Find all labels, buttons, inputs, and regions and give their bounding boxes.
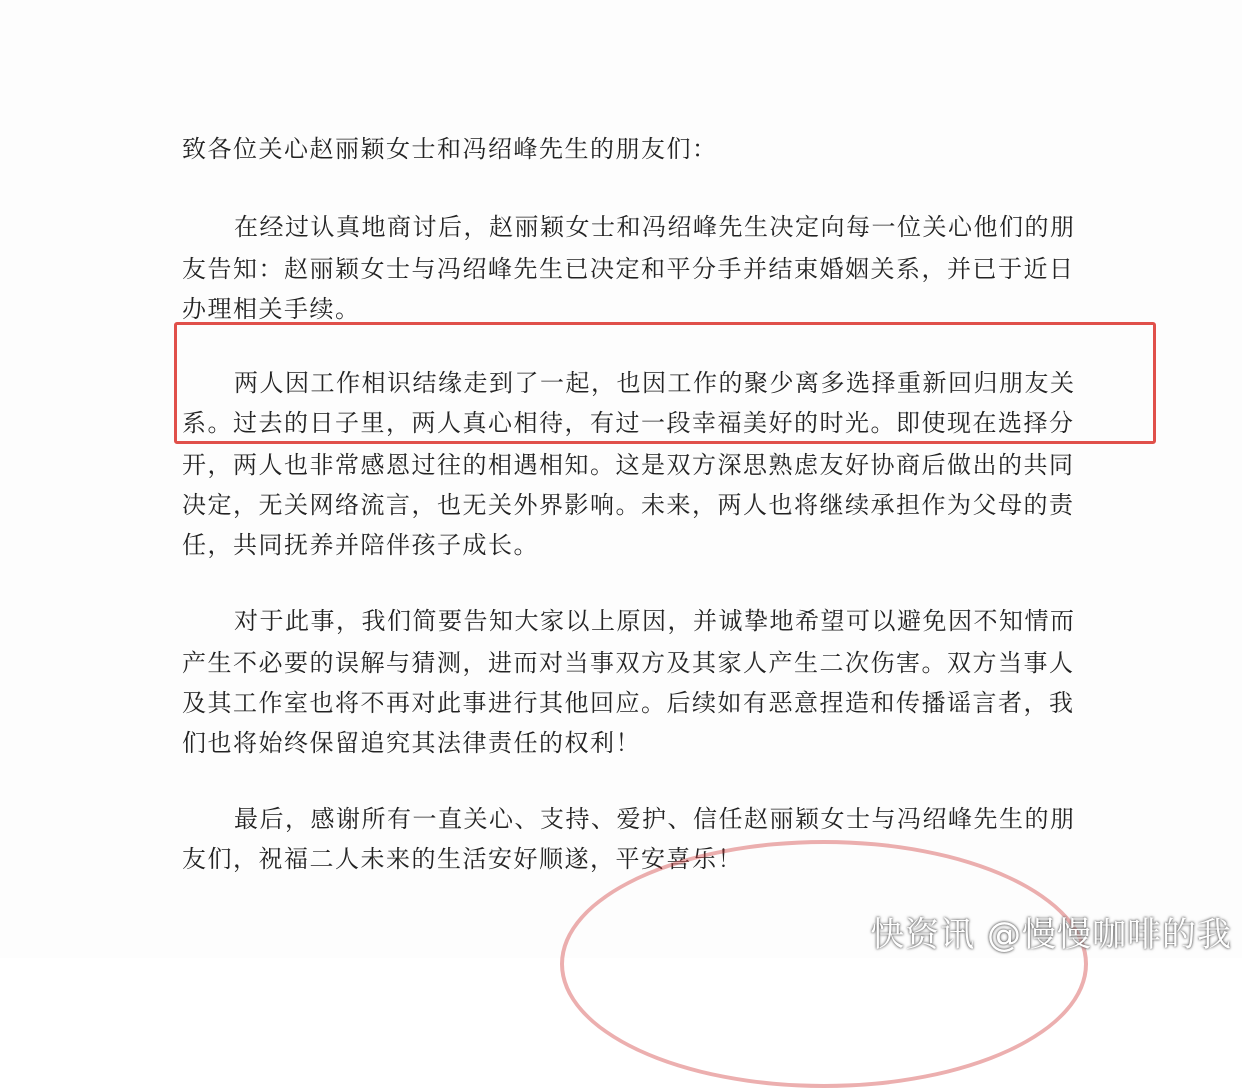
watermark-text: 快资讯 @慢慢咖啡的我 [870,915,1232,955]
paragraph-2-line-4: 决定，无关网络流言，也无关外界影响。未来，两人也将继续承担作为父母的责 [182,491,1075,519]
paragraph-4-line-1: 最后，感谢所有一直关心、支持、爱护、信任赵丽颖女士与冯绍峰先生的朋 [234,805,1076,833]
paragraph-3-line-4: 们也将始终保留追究其法律责任的权利！ [182,729,641,757]
salutation: 致各位关心赵丽颖女士和冯绍峰先生的朋友们： [182,135,718,163]
paragraph-3-line-1: 对于此事，我们简要告知大家以上原因，并诚挚地希望可以避免因不知情而 [234,607,1076,635]
paragraph-1-line-1: 在经过认真地商讨后，赵丽颖女士和冯绍峰先生决定向每一位关心他们的朋 [234,213,1076,241]
paragraph-1-line-2: 友告知：赵丽颖女士与冯绍峰先生已决定和平分手并结束婚姻关系，并已于近日 [182,255,1075,283]
paragraph-3-line-2: 产生不必要的误解与猜测，进而对当事双方及其家人产生二次伤害。双方当事人 [182,649,1075,677]
red-seal-stamp [560,840,1088,1088]
paragraph-2-line-3: 开，两人也非常感恩过往的相遇相知。这是双方深思熟虑友好协商后做出的共同 [182,451,1075,479]
paragraph-2-line-5: 任，共同抚养并陪伴孩子成长。 [182,531,539,559]
paragraph-4-line-2: 友们，祝福二人未来的生活安好顺遂，平安喜乐！ [182,845,743,873]
paragraph-3-line-3: 及其工作室也将不再对此事进行其他回应。后续如有恶意捏造和传播谣言者，我 [182,689,1075,717]
paragraph-2-line-2: 系。过去的日子里，两人真心相待，有过一段幸福美好的时光。即使现在选择分 [182,409,1075,437]
paragraph-1-line-3: 办理相关手续。 [182,295,361,323]
paragraph-2-line-1: 两人因工作相识结缘走到了一起，也因工作的聚少离多选择重新回归朋友关 [234,369,1076,397]
